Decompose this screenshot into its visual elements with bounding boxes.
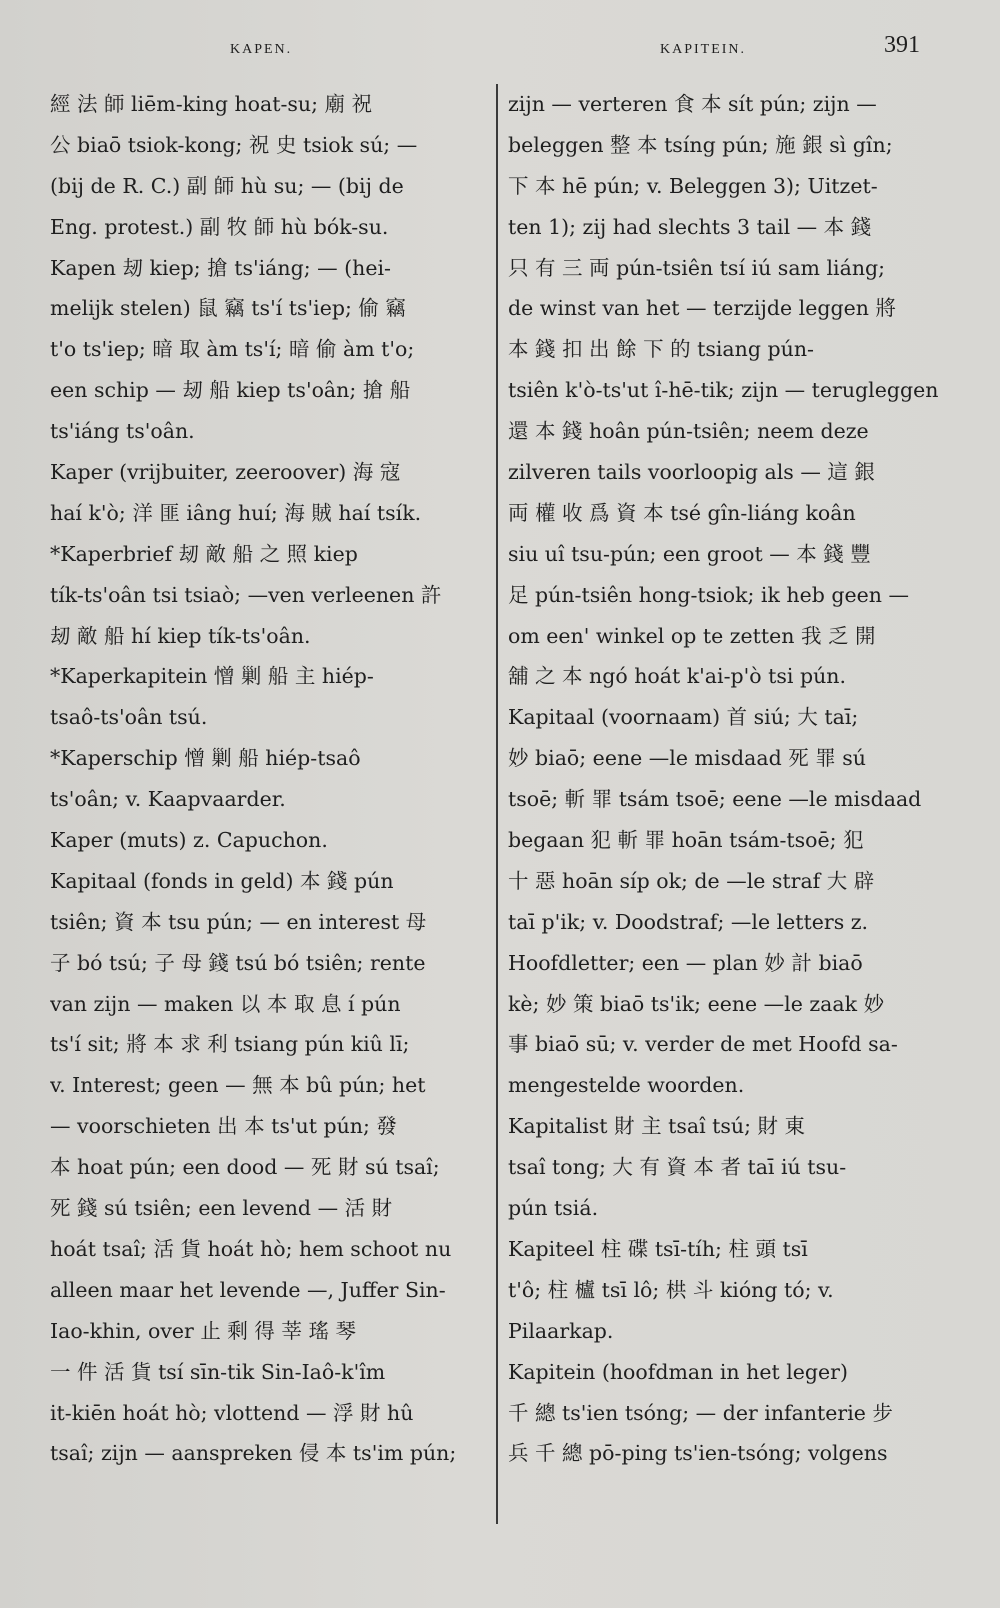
entry-line: 事 biaō sū; v. verder de met Hoofd sa- xyxy=(508,1032,898,1057)
entry-line: 子 bó tsú; 子 母 錢 tsú bó tsiên; rente xyxy=(50,950,426,975)
entry-line: Iao-khin, over 止 剩 得 莘 瑤 琴 xyxy=(50,1318,356,1343)
entry-line: mengestelde woorden. xyxy=(508,1073,745,1098)
running-head-right: KAPITEIN. xyxy=(660,42,747,57)
entry-line: 還 本 錢 hoân pún-tsiên; neem deze xyxy=(508,419,869,444)
entry-line: tsoē; 斬 罪 tsám tsoē; eene —le misdaad xyxy=(508,787,922,812)
entry-line: it-kiēn hoát hò; vlottend — 浮 財 hû xyxy=(50,1400,414,1425)
running-head xyxy=(0,32,1000,72)
entry-line: (bij de R. C.) 副 師 hù su; — (bij de xyxy=(50,173,404,198)
entry-line: 一 件 活 貨 tsí sīn-tik Sin-Iaô-k'îm xyxy=(50,1359,386,1384)
entry-line: Kapiteel 柱 碟 tsī-tíh; 柱 頭 tsī xyxy=(508,1236,808,1261)
entry-line: 公 biaō tsiok-kong; 祝 史 tsiok sú; — xyxy=(50,132,418,157)
entry-line: begaan 犯 斬 罪 hoān tsám-tsoē; 犯 xyxy=(508,828,864,853)
entry-line: 死 錢 sú tsiên; een levend — 活 財 xyxy=(50,1196,393,1221)
entry-line: 本 hoat pún; een dood — 死 財 sú tsaî; xyxy=(50,1155,440,1180)
entry-line: haí k'ò; 洋 匪 iâng huí; 海 賊 haí tsík. xyxy=(50,500,422,525)
entry-line: ts'iáng ts'oân. xyxy=(50,419,195,444)
entry-line: pún tsiá. xyxy=(508,1196,599,1221)
entry-line: tsaî; zijn — aanspreken 侵 本 ts'im pún; xyxy=(50,1441,457,1466)
entry-line: 兵 千 總 pō-ping ts'ien-tsóng; volgens xyxy=(508,1441,888,1466)
entry-line: tsaî tong; 大 有 資 本 者 taī iú tsu- xyxy=(508,1155,847,1180)
entry-line: tsaô-ts'oân tsú. xyxy=(50,705,208,730)
entry-line: 十 惡 hoān síp ok; de —le straf 大 辟 xyxy=(508,868,875,893)
entry-line: 經 法 師 liēm-king hoat-su; 廟 祝 xyxy=(50,92,373,116)
entry-line: Kaper (muts) z. Capuchon. xyxy=(50,828,328,853)
entry-line: tsiên k'ò-ts'ut î-hē-tik; zijn — terugleggen xyxy=(508,378,939,403)
entry-line: *Kaperbrief 刼 敵 船 之 照 kiep xyxy=(50,541,358,566)
entry-line: ten 1); zij had slechts 3 tail — 本 錢 xyxy=(508,214,872,239)
entry-line: van zijn — maken 以 本 取 息 í pún xyxy=(50,991,401,1016)
entry-line: zijn — verteren 食 本 sít pún; zijn — xyxy=(508,92,877,116)
entry-line: siu uî tsu-pún; een groot — 本 錢 豐 xyxy=(508,541,871,566)
entry-line: Kapitalist 財 主 tsaî tsú; 財 東 xyxy=(508,1114,806,1139)
entry-line: Kapitein (hoofdman in het leger) xyxy=(508,1359,848,1384)
entry-line: ts'oân; v. Kaapvaarder. xyxy=(50,787,286,812)
running-head-left: KAPEN. xyxy=(230,42,293,57)
entry-line: 舖 之 本 ngó hoát k'ai-p'ò tsi pún. xyxy=(508,664,847,689)
entry-line: 妙 biaō; eene —le misdaad 死 罪 sú xyxy=(508,746,866,771)
entry-line: *Kaperschip 憎 剿 船 hiép-tsaô xyxy=(50,746,361,771)
entry-line: 刼 敵 船 hí kiep tík-ts'oân. xyxy=(50,623,311,648)
entry-line: om een' winkel op te zetten 我 乏 開 xyxy=(508,623,876,648)
entry-line: 両 權 收 爲 資 本 tsé gîn-liáng koân xyxy=(508,500,856,525)
entry-line: 足 pún-tsiên hong-tsiok; ik heb geen — xyxy=(508,582,910,607)
entry-line: Pilaarkap. xyxy=(508,1318,614,1343)
entry-line: alleen maar het levende —, Juffer Sin- xyxy=(50,1277,446,1302)
entry-line: *Kaperkapitein 憎 剿 船 主 hiép- xyxy=(50,664,374,689)
entry-line: tík-ts'oân tsi tsiaò; —ven verleenen 許 xyxy=(50,582,442,607)
entry-line: Hoofdletter; een — plan 妙 計 biaō xyxy=(508,950,863,975)
entry-line: 下 本 hē pún; v. Beleggen 3); Uitzet- xyxy=(508,173,878,198)
entry-line: — voorschieten 出 本 ts'ut pún; 發 xyxy=(50,1114,397,1139)
entry-line: 本 錢 扣 出 餘 下 的 tsiang pún- xyxy=(508,337,814,362)
entry-line: 只 有 三 両 pún-tsiên tsí iú sam liáng; xyxy=(508,255,886,280)
entry-line: Eng. protest.) 副 牧 師 hù bók-su. xyxy=(50,214,389,239)
page-number: 391 xyxy=(884,32,920,58)
entry-line: ts'í sit; 將 本 求 利 tsiang pún kiû lī; xyxy=(50,1032,410,1057)
entry-line: Kapitaal (fonds in geld) 本 錢 pún xyxy=(50,868,394,893)
entry-line: beleggen 整 本 tsíng pún; 施 銀 sì gîn; xyxy=(508,132,893,157)
entry-line: 千 總 ts'ien tsóng; — der infanterie 步 xyxy=(508,1400,893,1425)
entry-line: t'ô; 柱 櫨 tsī lô; 栱 斗 kióng tó; v. xyxy=(508,1277,834,1302)
entry-line: kè; 妙 策 biaō ts'ik; eene —le zaak 妙 xyxy=(508,991,885,1016)
entry-line: v. Interest; geen — 無 本 bû pún; het xyxy=(50,1073,426,1098)
entry-line: Kapitaal (voornaam) 首 siú; 大 taī; xyxy=(508,705,859,730)
entry-line: de winst van het — terzijde leggen 將 xyxy=(508,296,896,321)
entry-line: taī p'ik; v. Doodstraf; —le letters z. xyxy=(508,909,869,934)
entry-line: t'o ts'iep; 暗 取 àm ts'í; 暗 偷 àm t'o; xyxy=(50,337,415,362)
entry-line: Kapen 刼 kiep; 搶 ts'iáng; — (hei- xyxy=(50,255,391,280)
entry-line: Kaper (vrijbuiter, zeeroover) 海 寇 xyxy=(50,460,401,485)
entry-line: melijk stelen) 鼠 竊 ts'í ts'iep; 偷 竊 xyxy=(50,296,406,321)
entry-line: een schip — 刼 船 kiep ts'oân; 搶 船 xyxy=(50,378,411,403)
entry-line: hoát tsaî; 活 貨 hoát hò; hem schoot nu xyxy=(50,1236,452,1261)
left-column xyxy=(50,84,486,1524)
entry-line: zilveren tails voorloopig als — 這 銀 xyxy=(508,460,875,485)
entry-line: tsiên; 資 本 tsu pún; — en interest 母 xyxy=(50,909,427,934)
right-column xyxy=(508,84,942,1524)
column-divider xyxy=(496,84,498,1524)
